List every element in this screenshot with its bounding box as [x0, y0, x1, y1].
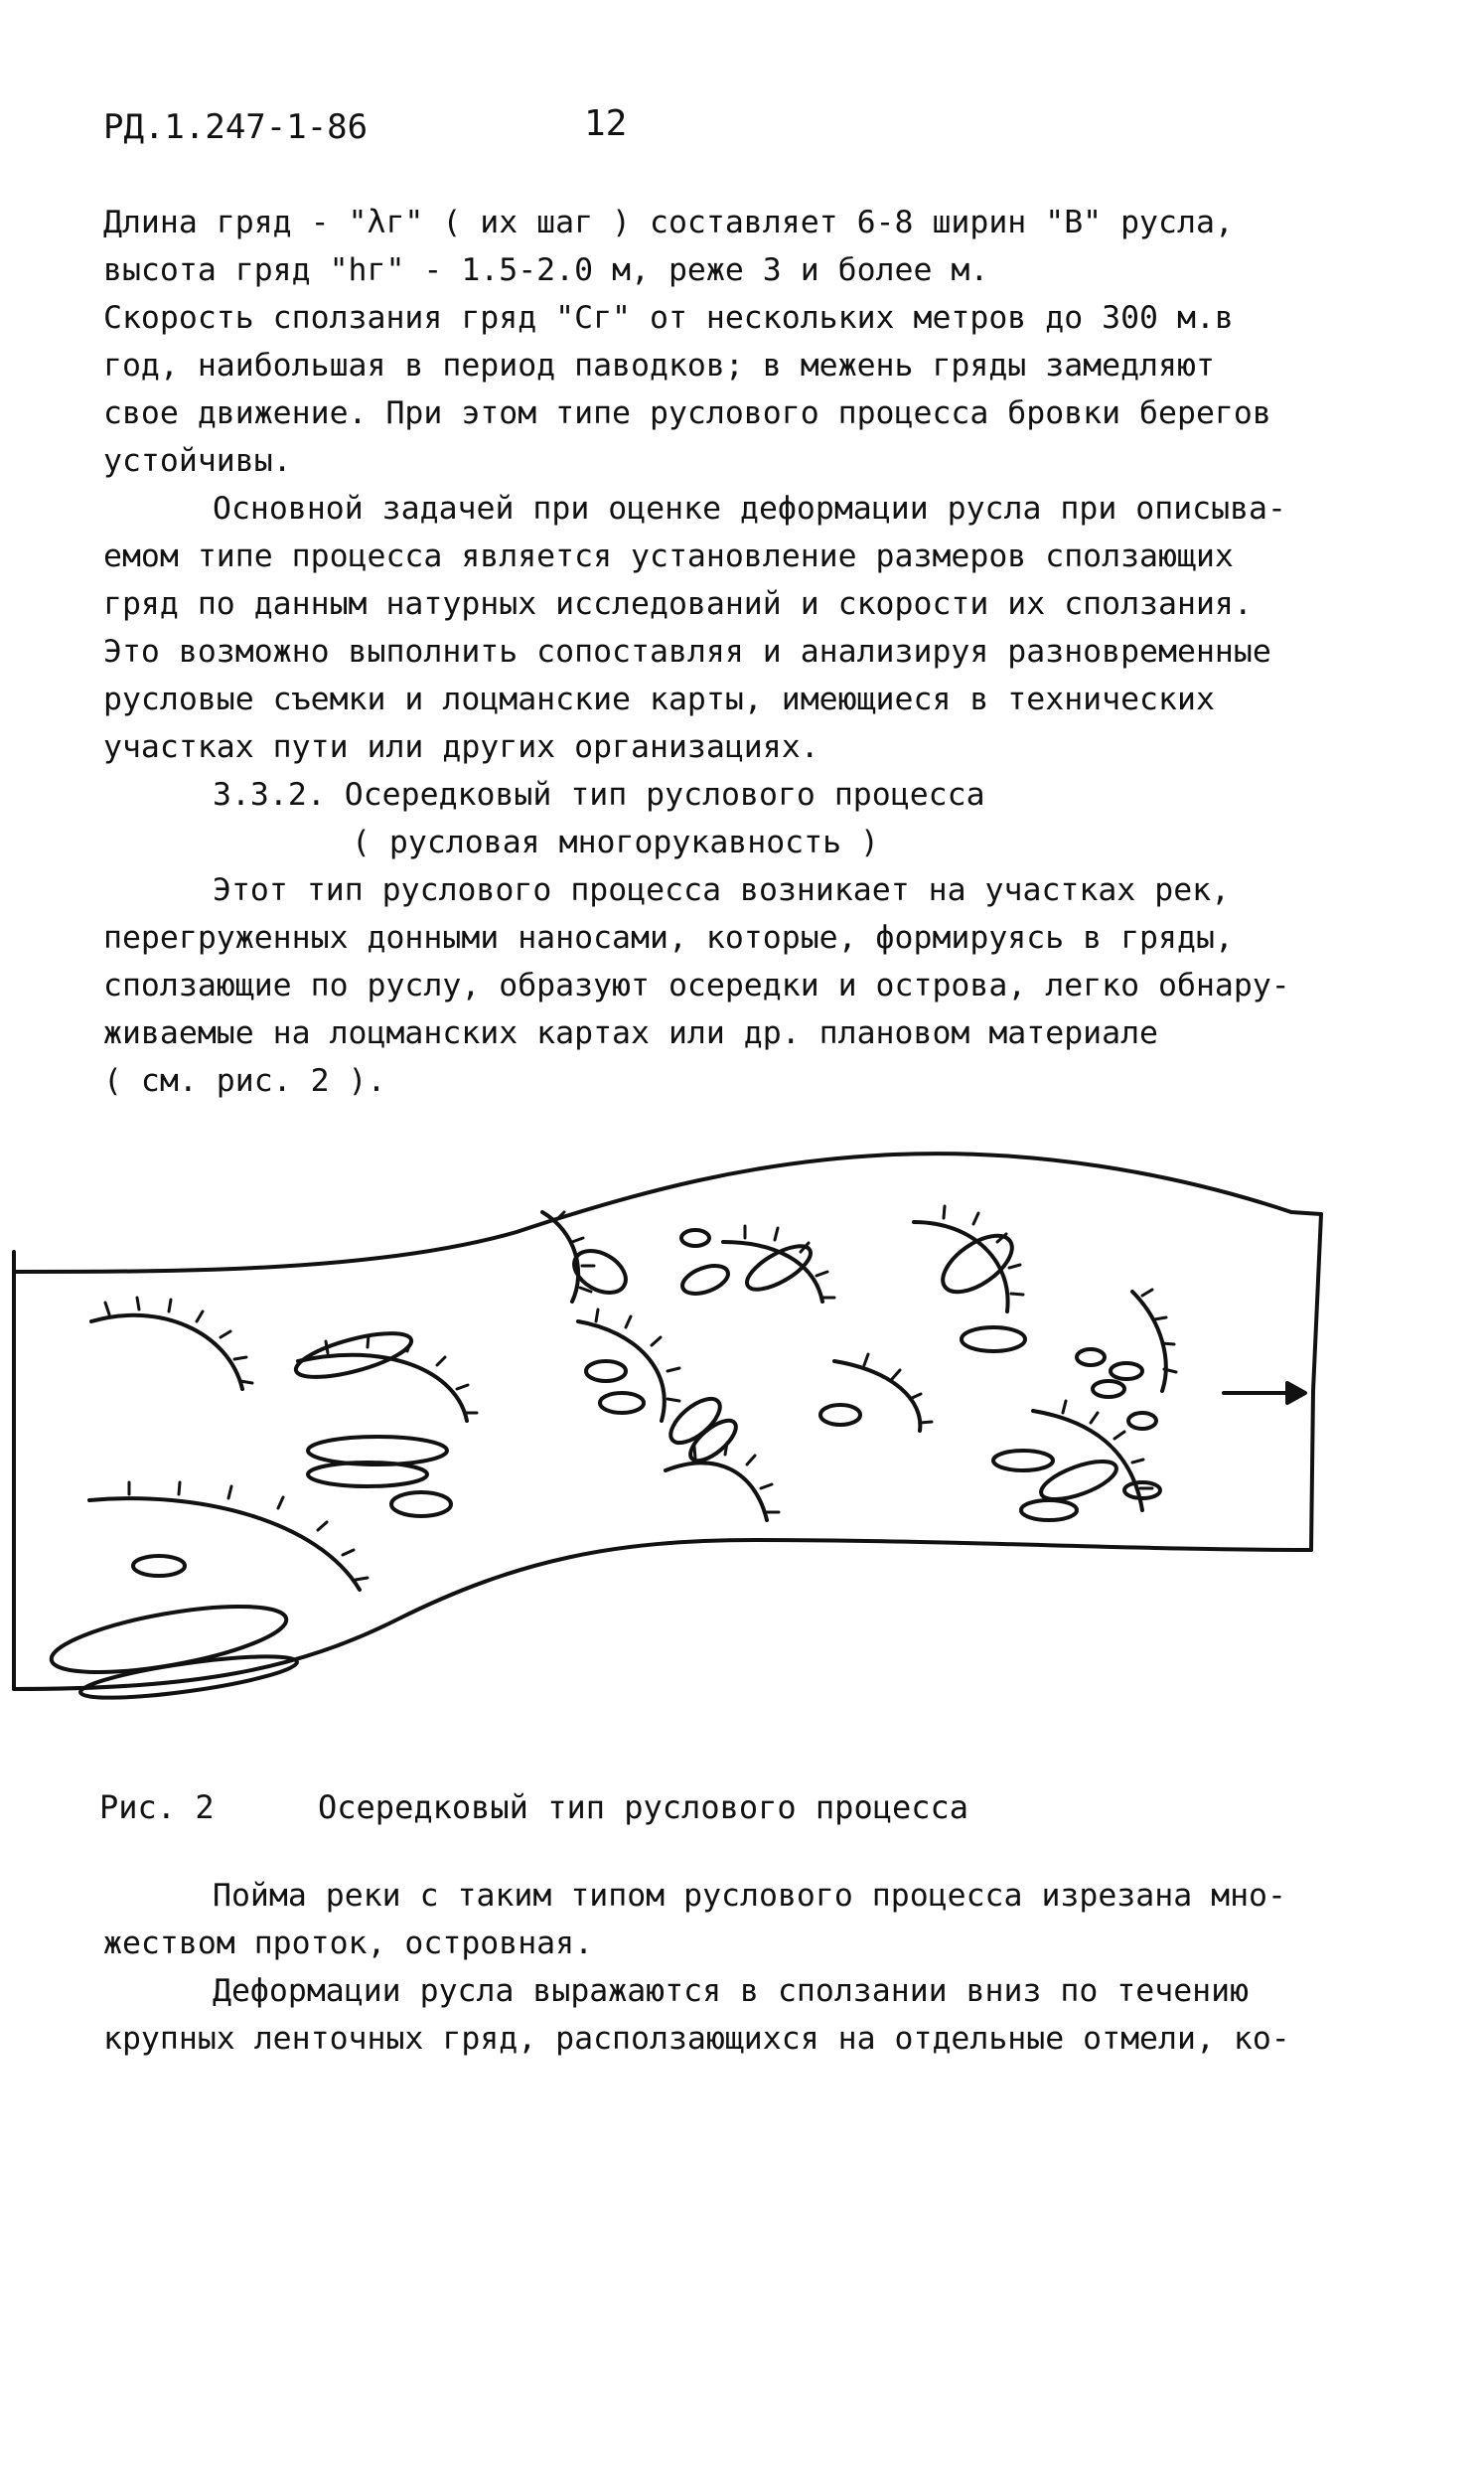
river-channel-figure: [0, 1133, 1484, 1709]
continuation-text: [103, 1872, 1325, 2063]
text-line: ( см. рис. 2 ).: [103, 1063, 386, 1099]
section-title: 3.3.2. Осередковый тип руслового процесса: [213, 777, 985, 813]
text-line: свое движение. При этом типе руслового процесса бровки берегов: [103, 395, 1271, 431]
text-line: Это возможно выполнить сопоставляя и анализируя разновременные: [103, 634, 1271, 670]
figure-caption-text: Осередковый тип руслового процесса: [318, 1788, 969, 1826]
text-line: емом типе процесса является установление размеров сползающих: [103, 539, 1234, 574]
text-line: год, наибольшая в период паводков; в межень гряды замедляют: [103, 348, 1215, 384]
text-line: Длина гряд - "λг" ( их шаг ) составляет 6-8 ширин "В" русла,: [103, 205, 1234, 240]
document-code: РД.1.247-1-86: [103, 107, 369, 147]
text-line: устойчивы.: [103, 443, 292, 479]
text-line: высота гряд "hг" - 1.5-2.0 м, реже 3 и более м.: [103, 252, 989, 288]
text-line: Пойма реки с таким типом руслового процесса изрезана мно-: [213, 1878, 1286, 1914]
text-line: крупных ленточных гряд, расползающихся на отдельные отмели, ко-: [103, 2021, 1290, 2057]
flow-arrow: [1224, 1383, 1305, 1403]
text-line: Основной задачей при оценке деформации русла при описыва-: [213, 491, 1286, 527]
crest-hatching: [105, 1206, 1176, 1580]
text-line: Скорость сползания гряд "Сг" от нескольких метров до 300 м.в: [103, 300, 1234, 336]
page-number: 12: [584, 103, 628, 144]
text-line: сползающие по руслу, образуют осередки и острова, легко обнару-: [103, 968, 1290, 1003]
lower-bank: [14, 1540, 1311, 1689]
text-line: живаемые на лоцманских картах или др. плановом материале: [103, 1015, 1159, 1051]
figure-caption: [99, 1788, 968, 1826]
figure-number: Рис. 2: [99, 1788, 215, 1826]
text-line: жеством проток, островная.: [103, 1926, 594, 1961]
upper-bank: [14, 1154, 1321, 1272]
text-line: перегруженных донными наносами, которые, формируясь в гряды,: [103, 920, 1234, 956]
text-line: Этот тип руслового процесса возникает на участках рек,: [213, 872, 1231, 908]
main-text: [103, 199, 1325, 1105]
section-subtitle: ( русловая многорукавность ): [352, 825, 880, 860]
islands: [47, 1225, 1160, 1706]
text-line: русловые съемки и лоцманские карты, имеющиеся в технических: [103, 682, 1215, 717]
text-line: участках пути или других организациях.: [103, 729, 819, 765]
text-line: гряд по данным натурных исследований и скорости их сползания.: [103, 586, 1253, 622]
text-line: Деформации русла выражаются в сползании вниз по течению: [213, 1973, 1250, 2009]
right-boundary: [1311, 1214, 1321, 1550]
